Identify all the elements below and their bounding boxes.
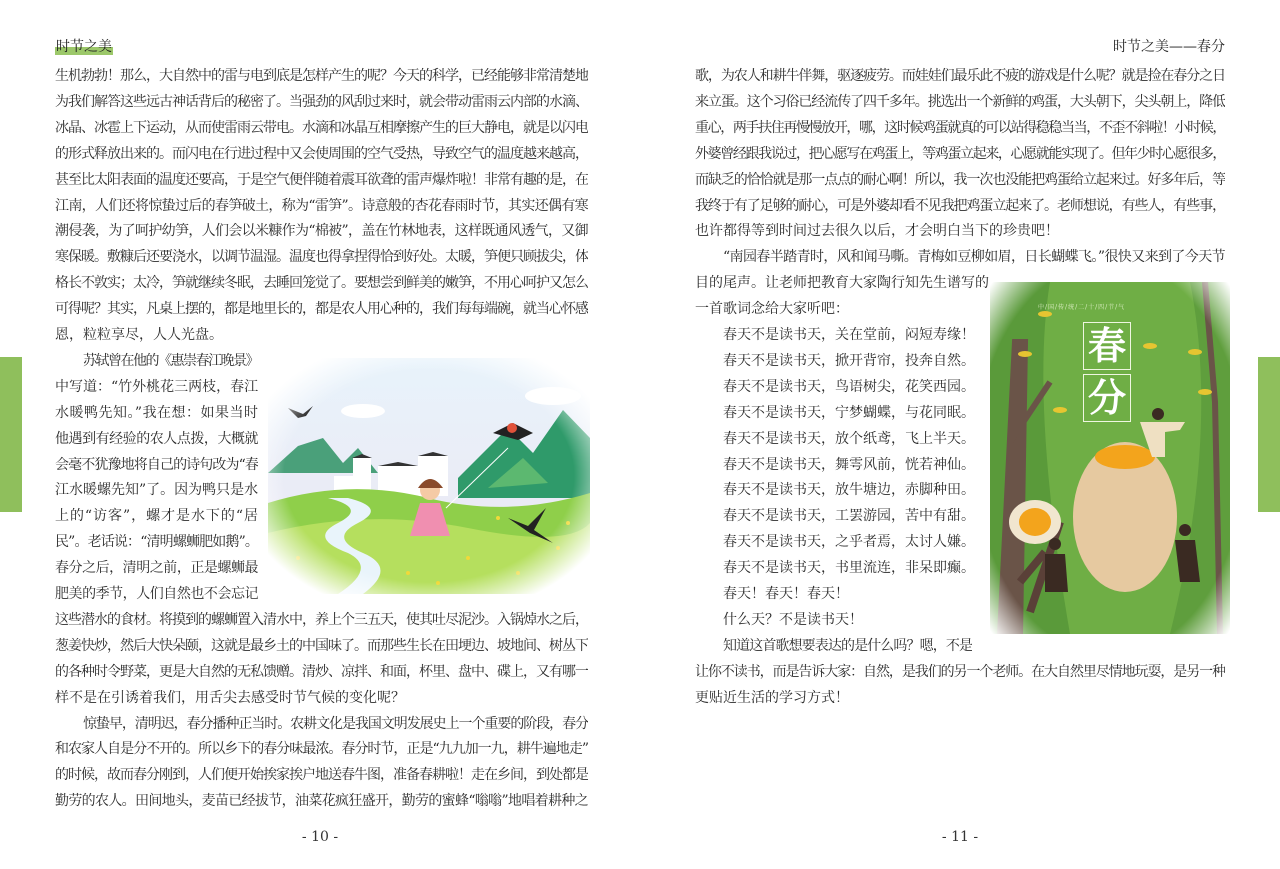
text-line: 上的“访客”，螺才是水下的“居: [55, 508, 258, 525]
poem-line: 春天不是读书天，舞雩风前，恍若神仙。: [723, 456, 975, 473]
text-line: “南园春半踏青时，风和闻马嘶。青梅如豆柳如眉，日长蝴蝶飞。”很快又来到了今天节: [723, 249, 1225, 266]
text-line: 惊蛰早，清明迟，春分播种正当时。农耕文化是我国文明发展史上一个重要的阶段，春分: [83, 715, 588, 732]
text-line: 更贴近生活的学习方式！: [695, 689, 849, 706]
poster-title-char-2: 分: [1083, 374, 1131, 422]
text-line: 冰晶、冰雹上下运动，从而使雷雨云带电。水滴和冰晶互相摩擦产生的巨大静电，就是以闪电: [55, 119, 588, 136]
text-line: 的时候，故而春分刚到，人们便开始挨家挨户地送春牛图，准备春耕啦！走在乡间，到处都是: [55, 767, 588, 784]
text-line: 潮侵袭，为了呵护幼笋，人们会以米糠作为“棉被”，盖在竹林地表，这样既通风透气，又御: [55, 223, 588, 240]
text-line: 春分之后，清明之前，正是螺蛳最: [55, 560, 258, 577]
poem-line: 春天不是读书天，关在堂前，闷短寿缘！: [723, 327, 975, 343]
right-running-header: 时节之美——春分: [1113, 39, 1225, 55]
text-line: 样不是在引诱着我们，用舌尖去感受时节气候的变化呢？: [55, 689, 405, 706]
text-line: 的形式释放出来的。而闪电在行进过程中又会使周围的空气受热，导致空气的温度越来越高，: [55, 145, 588, 162]
text-line: 来立蛋。这个习俗已经流传了四千多年。挑选出一个新鲜的鸡蛋，大头朝下，尖头朝上，降低: [695, 93, 1225, 110]
text-line: 生机勃勃！那么，大自然中的雷与电到底是怎样产生的呢？今天的科学，已经能够非常清楚地: [55, 68, 588, 84]
text-line: 这些潜水的食材。将摸到的螺蛳置入清水中，养上个三五天，使其吐尽泥沙。入锅焯水之后，: [55, 611, 588, 628]
text-line: 会毫不犹豫地将自己的诗句改为“春: [55, 456, 258, 473]
text-line: 重心，两手扶住再慢慢放开，哪，这时候鸡蛋就真的可以站得稳稳当当，不歪不斜啦！小时候，: [695, 119, 1225, 136]
text-line: 甚至比太阳表面的温度还要高，于是空气便伴随着震耳欲聋的雷声爆炸啦！非常有趣的是，在: [55, 171, 588, 188]
text-line: 也许都得等到时间过去很久以后，才会明白当下的珍贵吧！: [695, 223, 1059, 240]
right-side-tab: [1258, 357, 1280, 512]
text-line: 而缺乏的恰恰就是那一点点的耐心啊！所以，我一次也没能把鸡蛋给立起来过。好多年后，等: [695, 171, 1225, 188]
text-line: 中写道：“竹外桃花三两枝，春江: [55, 378, 259, 395]
text-line: 为我们解答这些远古神话背后的秘密了。当强劲的风刮过来时，就会带动雷雨云内部的水滴、: [55, 93, 588, 110]
poem-line: 春天不是读书天，鸟语树尖，花笑西园。: [723, 378, 975, 395]
poem-line: 春天不是读书天，宁梦蝴蝶，与花同眠。: [723, 404, 975, 421]
poem-line: 什么天？不是读书天！: [723, 611, 863, 628]
text-line: 葱姜快炒，然后大快朵颐，这就是最乡土的中国味了。而那些生长在田埂边、坡地间、树丛下: [55, 637, 588, 654]
text-line: 苏轼曾在他的《惠崇春江晚景》: [83, 352, 258, 369]
text-line: 和农家人自是分不开的。所以乡下的春分味最浓。春分时节，正是“九九加一九，耕牛遍地走”: [55, 741, 588, 758]
text-line: 恩，粒粒享尽，人人光盘。: [55, 327, 223, 343]
text-line: 一首歌词念给大家听吧：: [695, 301, 849, 318]
left-running-header: [55, 37, 113, 57]
text-line: 我终于有了足够的耐心，可是外婆却看不见我把鸡蛋立起来了。老师想说，有些人，有些事，: [695, 197, 1225, 214]
text-line: 江南，人们还将惊蛰过后的春笋破土，称为“雷笋”。诗意般的杏花春雨时节，其实还偶有寒: [55, 197, 588, 214]
text-line: 可得呢？其实，凡桌上摆的，都是地里长的，都是农人用心种的，我们每每端碗，就当心怀感: [55, 301, 588, 318]
text-line: 肥美的季节，人们自然也不会忘记: [55, 586, 258, 602]
poem-line: 春天！春天！春天！: [723, 586, 849, 602]
poem-line: 春天不是读书天，放个纸鸢，飞上半天。: [723, 430, 975, 447]
text-line: 民”。老话说：“清明螺蛳肥如鹅”。: [55, 534, 258, 551]
poem-line: 春天不是读书天，放牛塘边，赤脚种田。: [723, 482, 975, 499]
spring-kite-illustration: [268, 358, 590, 594]
text-line: 勤劳的农人。田间地头，麦苗已经拔节，油菜花疯狂盛开，勤劳的蜜蜂“嗡嗡”地唱着耕种之: [55, 793, 588, 810]
text-line: 水暖鸭先知。”我在想：如果当时: [55, 404, 258, 421]
text-line: 格长不敦实；太冷，笋就继续冬眠，去睡回笼觉了。要想尝到鲜美的嫩笋，不用心呵护又怎么: [55, 275, 588, 292]
left-page-number: - 10 -: [301, 829, 339, 845]
poster-subtitle: 中/国/传/统/二/十/四/节/气: [1038, 304, 1126, 311]
text-line: 歌，为农人和耕牛伴舞，驱逐疲劳。而娃娃们最乐此不疲的游戏是什么呢？就是捡在春分之日: [695, 68, 1225, 84]
poem-line: 春天不是读书天，工罢游园，苦中有甜。: [723, 508, 975, 525]
text-line: 寒保暖。敷糠后还要浇水，以调节温湿。温度也得拿捏得恰到好处。太暖，笋便只顾拔尖，体: [55, 249, 588, 266]
text-line: 他遇到有经验的农人点拨，大概就: [55, 430, 258, 447]
text-line: 的各种时令野菜，更是大自然的无私馈赠。清炒、凉拌、和面，杯里、盘中、碟上，又有哪一: [55, 663, 588, 680]
text-line: 外婆曾经跟我说过，把心愿写在鸡蛋上，等鸡蛋立起来，心愿就能实现了。但年少时心愿很多，: [695, 145, 1225, 162]
chunfen-poster: [990, 282, 1230, 634]
text-line: 目的尾声。让老师把教育大家陶行知先生谱写的: [695, 275, 989, 292]
header-title: 时节之美: [56, 39, 112, 55]
poem-line: 春天不是读书天，书里流连，非呆即癫。: [723, 560, 975, 577]
text-line: 江水暖螺先知”了。因为鸭只是水: [55, 482, 259, 499]
text-line: 知道这首歌想要表达的是什么吗？嗯，不是: [723, 637, 972, 654]
poem-line: 春天不是读书天，之乎者焉，太讨人嫌。: [723, 534, 975, 551]
poem-line: 春天不是读书天，掀开背帘，投奔自然。: [723, 352, 975, 369]
poster-title-char-1: 春: [1083, 322, 1131, 370]
left-side-tab: [0, 357, 22, 512]
right-page-number: - 11 -: [941, 829, 979, 845]
text-line: 让你不读书，而是告诉大家：自然，是我们的另一个老师。在大自然里尽情地玩耍，是另一种: [695, 663, 1225, 680]
